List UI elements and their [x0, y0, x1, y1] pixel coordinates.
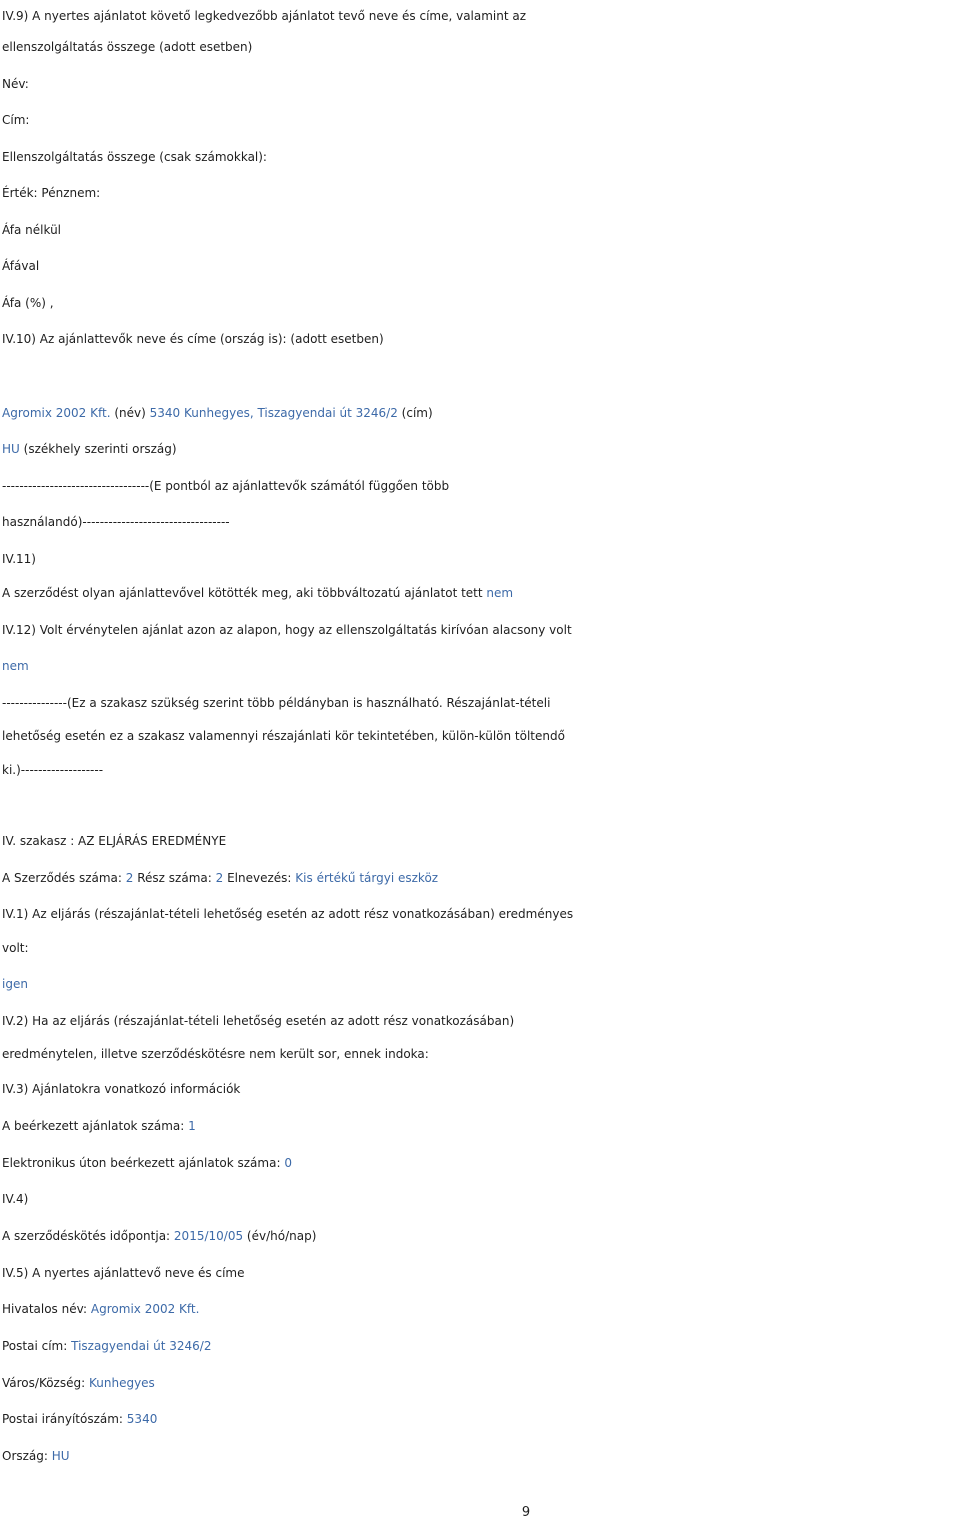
bidder-address: 5340 Kunhegyes, Tiszagyendai út 3246/2 — [149, 406, 398, 420]
bidder-country: HU — [2, 442, 20, 456]
postal-address-label: Postai cím: — [2, 1339, 68, 1353]
zip-value: 5340 — [126, 1412, 158, 1426]
page-number: 9 — [521, 1505, 531, 1520]
bidder-name: Agromix 2002 Kft. — [2, 406, 111, 420]
zip-label: Postai irányítószám: — [2, 1412, 123, 1426]
electronic-offers-label: Elektronikus úton beérkezett ajánlatok száma: — [2, 1156, 281, 1170]
ellenszolgaltatas-label: Ellenszolgáltatás összege (csak számokkal): — [2, 150, 267, 164]
contract-date-format: (év/hó/nap) — [246, 1229, 317, 1243]
official-name-line — [2, 1297, 960, 1321]
ertek-penznem-label: Érték: Pénznem: — [2, 186, 101, 200]
contract-line — [2, 866, 960, 890]
country-line — [2, 1444, 960, 1468]
iv11-value: nem — [486, 586, 514, 600]
received-offers-value: 1 — [188, 1119, 196, 1133]
iv10-bidder-line — [2, 401, 960, 425]
contract-no-label: A Szerződés száma: — [2, 871, 122, 885]
iv2-heading-line-2: eredménytelen, illetve szerződéskötésre nem került sor, ennek indoka: — [2, 1047, 429, 1061]
iv12-note-line-3: ki.)------------------- — [2, 763, 104, 777]
iv10-heading: IV.10) Az ajánlattevők neve és címe (ország is): (adott esetben) — [2, 332, 384, 346]
iv11-heading: IV.11) — [2, 552, 36, 566]
iv3-heading: IV.3) Ajánlatokra vonatkozó információk — [2, 1082, 241, 1096]
section-iv-heading: IV. szakasz : AZ ELJÁRÁS EREDMÉNYE — [2, 834, 227, 848]
iv5-heading: IV.5) A nyertes ajánlattevő neve és címe — [2, 1266, 245, 1280]
contract-date-line — [2, 1224, 960, 1248]
postal-address-value: Tiszagyendai út 3246/2 — [71, 1339, 212, 1353]
official-name-label: Hivatalos név: — [2, 1302, 88, 1316]
afaval-label: Áfával — [2, 259, 40, 273]
country-value: HU — [51, 1449, 70, 1463]
iv10-separator-line-2: használandó)---------------------------------- — [2, 515, 230, 529]
iv2-heading-line-1: IV.2) Ha az eljárás (részajánlat-tételi lehetőség esetén az adott rész vonatkozásában) — [2, 1014, 515, 1028]
iv1-heading-line-2: volt: — [2, 941, 29, 955]
postal-address-line — [2, 1334, 960, 1358]
received-offers-label: A beérkezett ajánlatok száma: — [2, 1119, 185, 1133]
iv9-heading-line-2: ellenszolgáltatás összege (adott esetben) — [2, 40, 253, 54]
zip-line — [2, 1407, 960, 1431]
bidder-address-tag: (cím) — [401, 406, 433, 420]
electronic-offers-value: 0 — [284, 1156, 292, 1170]
iv4-heading: IV.4) — [2, 1192, 29, 1206]
iv1-value-text: igen — [2, 977, 28, 991]
iv10-separator-line-1: ----------------------------------(E pontból az ajánlattevők számától függően több — [2, 479, 450, 493]
iv12-text: IV.12) Volt érvénytelen ajánlat azon az alapon, hogy az ellenszolgáltatás kirívóan alacsony volt — [2, 623, 572, 637]
iv11-text: A szerződést olyan ajánlattevővel kötötték meg, aki többváltozatú ajánlatot tett — [2, 586, 483, 600]
city-value: Kunhegyes — [88, 1376, 155, 1390]
contract-date-label: A szerződéskötés időpontja: — [2, 1229, 171, 1243]
iv9-heading-line-1: IV.9) A nyertes ajánlatot követő legkedvezőbb ajánlatot tevő neve és címe, valamint az — [2, 9, 527, 23]
part-no-label: Rész száma: — [137, 871, 212, 885]
electronic-offers-line — [2, 1151, 960, 1175]
afa-percent-label: Áfa (%) , — [2, 296, 54, 310]
iv12-note-line-2: lehetőség esetén ez a szakasz valamennyi részajánlati kör tekintetében, külön-külön töltendő — [2, 729, 565, 743]
iv10-country-line — [2, 437, 960, 461]
iv12-note-line-1: ---------------(Ez a szakasz szükség szerint több példányban is használható. Részajánlat-tételi — [2, 696, 551, 710]
country-label: Ország: — [2, 1449, 48, 1463]
bidder-country-tag: (székhely szerinti ország) — [23, 442, 177, 456]
nev-label: Név: — [2, 77, 29, 91]
bidder-name-tag: (név) — [114, 406, 146, 420]
cim-label: Cím: — [2, 113, 30, 127]
contract-no: 2 — [125, 871, 134, 885]
part-no: 2 — [215, 871, 224, 885]
afa-nelkul-label: Áfa nélkül — [2, 223, 62, 237]
iv1-heading-line-1: IV.1) Az eljárás (részajánlat-tételi lehetőség esetén az adott rész vonatkozásában) eredményes — [2, 907, 574, 921]
contract-date-value: 2015/10/05 — [173, 1229, 244, 1243]
part-name-label: Elnevezés: — [227, 871, 292, 885]
city-label: Város/Község: — [2, 1376, 86, 1390]
part-name: Kis értékű tárgyi eszköz — [295, 871, 439, 885]
iv1-value — [2, 972, 960, 996]
iv12-value-text: nem — [2, 659, 29, 673]
official-name-value: Agromix 2002 Kft. — [90, 1302, 200, 1316]
iv12-value — [2, 654, 960, 678]
received-offers-line — [2, 1114, 960, 1138]
city-line — [2, 1371, 960, 1395]
iv11-text-line — [2, 581, 960, 605]
